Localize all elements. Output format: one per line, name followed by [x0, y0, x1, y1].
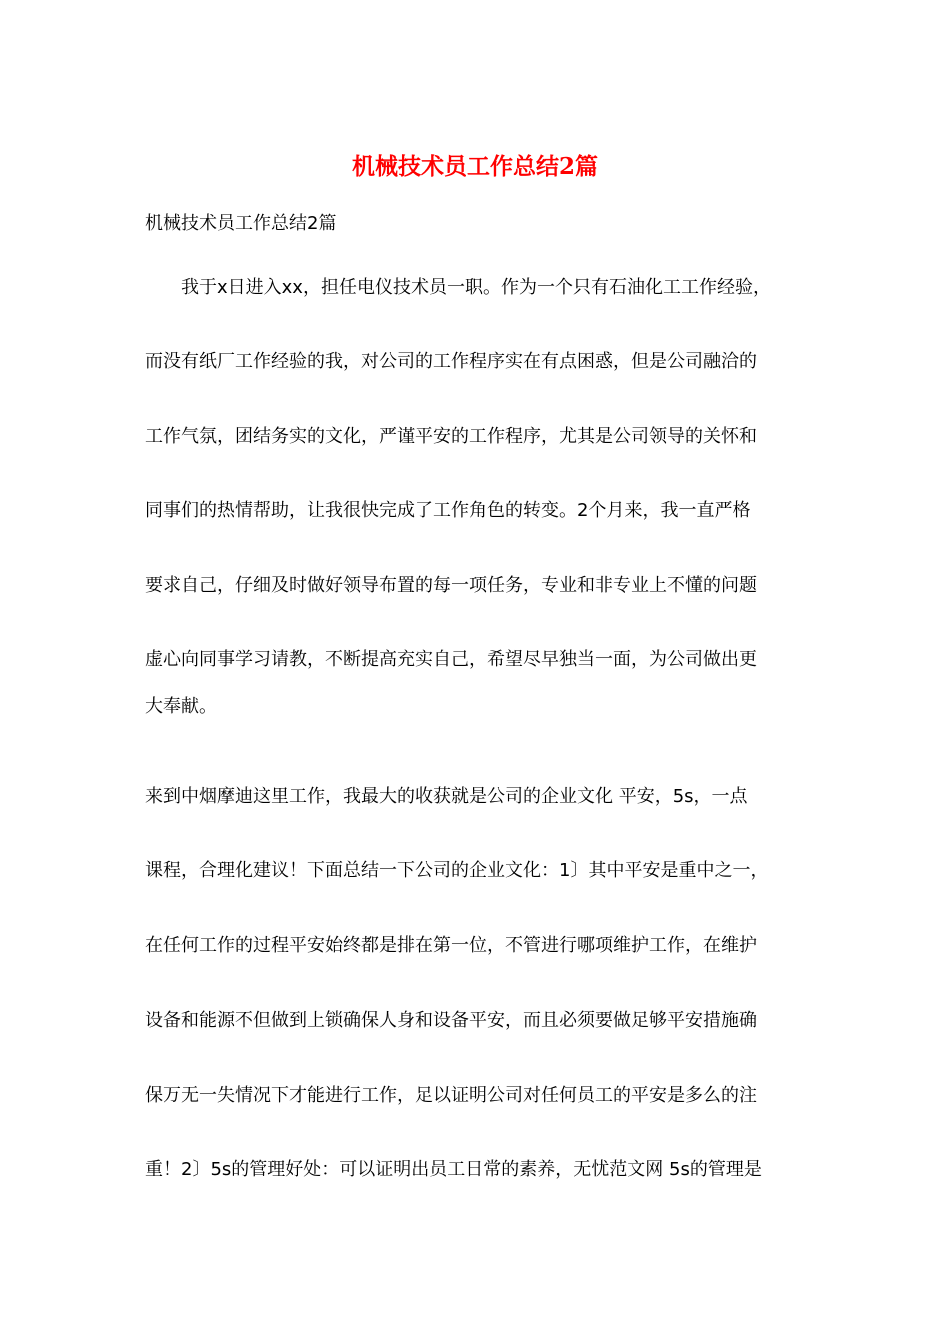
document-title: 机械技术员工作总结2篇 [351, 153, 598, 180]
body-line: 在任何工作的过程平安始终都是排在第一位，不管进行哪项维护工作，在维护 [145, 935, 757, 956]
body-line: 同事们的热情帮助，让我很快完成了工作角色的转变。2个月来，我一直严格 [145, 500, 751, 521]
body-line: 重！2〕5s的管理好处：可以证明出员工日常的素养，无忧范文网 5s的管理是 [145, 1159, 762, 1180]
body-line: 大奉献。 [145, 696, 217, 717]
body-line: 虚心向同事学习请教，不断提高充实自己，希望尽早独当一面，为公司做出更 [145, 649, 757, 670]
body-line: 保万无一失情况下才能进行工作，足以证明公司对任何员工的平安是多么的注 [145, 1085, 757, 1106]
body-line: 要求自己，仔细及时做好领导布置的每一项任务，专业和非专业上不懂的问题 [145, 575, 757, 596]
body-line: 而没有纸厂工作经验的我，对公司的工作程序实在有点困惑，但是公司融洽的 [145, 351, 757, 372]
body-line: 课程，合理化建议！下面总结一下公司的企业文化：1〕其中平安是重中之一， [145, 860, 769, 881]
body-line: 我于x日进入xx，担任电仪技术员一职。作为一个只有石油化工工作经验， [145, 277, 771, 298]
body-line: 设备和能源不但做到上锁确保人身和设备平安，而且必须要做足够平安措施确 [145, 1010, 757, 1031]
body-line: 工作气氛，团结务实的文化，严谨平安的工作程序，尤其是公司领导的关怀和 [145, 426, 757, 447]
document-subtitle: 机械技术员工作总结2篇 [145, 213, 337, 234]
body-line: 来到中烟摩迪这里工作，我最大的收获就是公司的企业文化 平安，5s，一点 [145, 786, 748, 807]
